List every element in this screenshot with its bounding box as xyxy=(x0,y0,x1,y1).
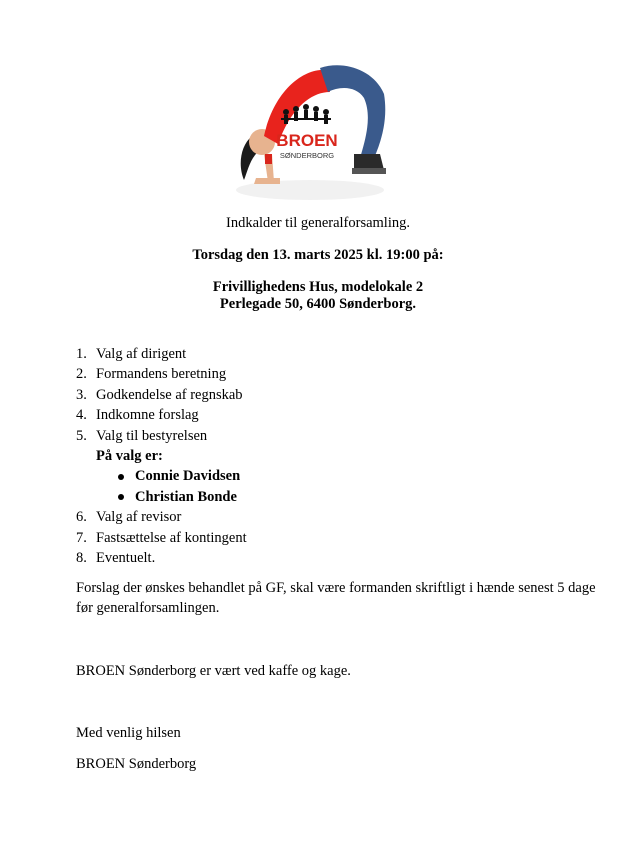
bridge-pose-illustration xyxy=(234,58,386,202)
agenda-number: 2. xyxy=(76,366,87,383)
agenda-text: Indkomne forslag xyxy=(96,407,199,424)
agenda-number: 5. xyxy=(76,427,87,444)
agenda-text: Godkendelse af regnskab xyxy=(96,386,243,403)
candidate-name: Christian Bonde xyxy=(135,488,237,505)
location-line-1: Frivillighedens Hus, modelokale 2 xyxy=(212,279,424,295)
bullet-icon xyxy=(118,474,124,480)
agenda-list xyxy=(76,344,596,568)
candidate-item xyxy=(76,487,596,507)
agenda-number: 7. xyxy=(76,529,87,546)
agenda-item xyxy=(76,364,596,384)
agenda-item xyxy=(76,405,596,425)
agenda-item xyxy=(76,344,596,364)
election-heading xyxy=(76,446,596,466)
location-line-2: Perlegade 50, 6400 Sønderborg. xyxy=(219,296,417,312)
agenda-number: 8. xyxy=(76,549,87,566)
agenda-text: Formandens beretning xyxy=(96,366,227,383)
candidate-list xyxy=(76,466,596,507)
meeting-date: Torsdag den 13. marts 2025 kl. 19:00 på: xyxy=(192,247,444,263)
candidate-item xyxy=(76,466,596,486)
coffee-note: BROEN Sønderborg er vært ved kaffe og kage. xyxy=(76,663,351,679)
logo-brand-text: BROEN xyxy=(276,131,338,150)
agenda-number: 1. xyxy=(76,346,87,362)
agenda-item xyxy=(76,426,596,446)
agenda-text: Fastsættelse af kontingent xyxy=(96,529,247,546)
agenda-text: Valg af dirigent xyxy=(96,346,187,362)
agenda-item xyxy=(76,548,596,568)
agenda-item xyxy=(76,385,596,405)
broen-logo xyxy=(234,58,386,202)
logo-city-text: SØNDERBORG xyxy=(279,151,335,160)
agenda-number: 6. xyxy=(76,509,87,526)
bullet-icon xyxy=(118,494,124,500)
agenda-number: 3. xyxy=(76,386,87,403)
signature: BROEN Sønderborg xyxy=(76,756,197,772)
agenda-item xyxy=(76,528,596,548)
agenda-text: Eventuelt. xyxy=(96,549,156,566)
proposal-note: Forslag der ønskes behandlet på GF, skal være formanden skriftligt i hænde senest 5 dage før generalforsamlingen. xyxy=(76,580,596,617)
intro-text: Indkalder til generalforsamling. xyxy=(225,215,410,231)
candidate-name: Connie Davidsen xyxy=(135,468,241,485)
agenda-text: Valg af revisor xyxy=(96,509,182,526)
agenda-item xyxy=(76,507,596,527)
agenda-number: 4. xyxy=(76,407,87,424)
agenda-text: Valg til bestyrelsen xyxy=(96,427,208,444)
candidates-container xyxy=(76,466,596,507)
closing-greeting: Med venlig hilsen xyxy=(76,725,181,741)
election-heading-text: På valg er: xyxy=(96,447,163,464)
